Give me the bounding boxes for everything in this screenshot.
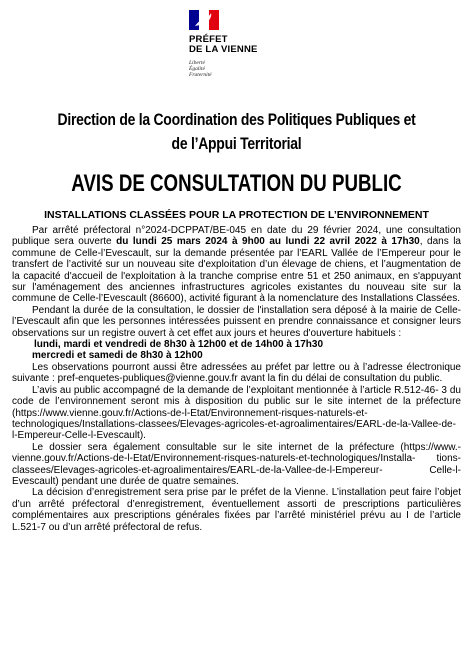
direction-title: Direction de la Coordination des Politiques Publiques et de l’Appui Territorial <box>57 110 416 153</box>
opening-hours-wed-sat: mercredi et samedi de 8h30 à 12h00 <box>32 350 203 362</box>
prefecture-logo <box>189 10 289 80</box>
prefecture-name-line2: DE LA VIENNE <box>189 44 258 55</box>
motto-egalite: Égalité <box>189 66 205 72</box>
paragraph-dossier-internet: Le dossier sera également consultable sur le site internet de la préfecture (https://www.- vienne.gouv.fr/Actions-de-l-Etat/Environnement-risques-naturels-et-technologiques/Installa- tions-classees/Elevages-agricoles-et-agroalimentaires/EARL-de-la-Vallee-de-l-Empereur- Celle-l-Evescault) pendant une durée de quatre semaines. <box>12 441 461 487</box>
paragraph-arrete <box>12 225 461 305</box>
avis-title: AVIS DE CONSULTATION DU PUBLIC <box>71 170 402 197</box>
paragraph-avis-public: L’avis au public accompagné de la demande de l’exploitant mentionnée à l’article R.512-46- 3 du code de l’environnement seront mis à disposition du public sur le site internet de la préfecture (https://www.vienne.gouv.fr/Actions-de-l-Etat/Environnement-risques-naturels-et-technologiques/Installations-classees/Elevages-agricoles-et-agroalimentaires/EARL-de-la-Vallee-de-l-Empereur-Celle-l-Evescault). <box>12 384 461 442</box>
notice-body <box>12 225 461 533</box>
paragraph-observations: Les observations pourront aussi être adressées au préfet par lettre ou à l’adresse électronique suivante : pref-enquetes-publiques@vienne.gouv.fr avant la fin du délai de consultation du public. <box>12 361 461 385</box>
paragraph-arrete-text-end: , dans la commune de Celle-l’Evescault, sur la demande présentée par l’EARL Vallée de l’Empereur pour le transfert de l’activité sur un nouveau site d'exploitation d’un élevage de chiens, et l’augmentation de la capacité d'accueil de l'exploitation à la tranche comprise entre 51 et 250 animaux, en s'appuyant sur l'aménagement des anciennes infrastructures agricoles existantes du nouveau site sur la commune de Celle-l’Evescault (86600), activité figurant à la nomenclature des Installations Classées. <box>12 236 461 305</box>
opening-hours-weekdays: lundi, mardi et vendredi de 8h30 à 12h00 et de 14h00 à 17h30 <box>34 339 324 351</box>
prefecture-name-line1: PRÉFET <box>189 34 228 45</box>
consultation-dates: du lundi 25 mars 2024 à 9h00 au lundi 22 avril 2022 à 17h30 <box>116 236 420 248</box>
motto-fraternite: Fraternité <box>189 72 212 78</box>
paragraph-mairie: Pendant la durée de la consultation, le dossier de l'installation sera déposé à la mairie de Celle-l’Evescault afin que les personnes intéressées puissent en prendre connaissance et consigner leurs observations sur un registre ouvert à cet effet aux jours et heures d'ouverture habituels : <box>12 304 461 339</box>
paragraph-arrete-text: Par arrêté préfectoral n°2024-DCPPAT/BE-045 en date du 29 février 2024, une consultation publique sera ouverte <box>12 225 461 248</box>
republique-francaise-flag-icon <box>189 10 219 30</box>
motto-liberte: Liberté <box>189 60 205 66</box>
subtitle-installations-classees: INSTALLATIONS CLASSÉES POUR LA PROTECTION DE L’ENVIRONNEMENT <box>44 209 429 221</box>
paragraph-decision: La décision d’enregistrement sera prise par le préfet de la Vienne. L’installation peut faire l’objet d’un arrêté préfectoral d’enregistrement, éventuellement assorti de prescriptions particulières complémentaires aux prescriptions générales fixées par l’arrêté ministériel prévu au I de l’article L.521-7 ou d’un arrêté préfectoral de refus. <box>12 487 461 533</box>
